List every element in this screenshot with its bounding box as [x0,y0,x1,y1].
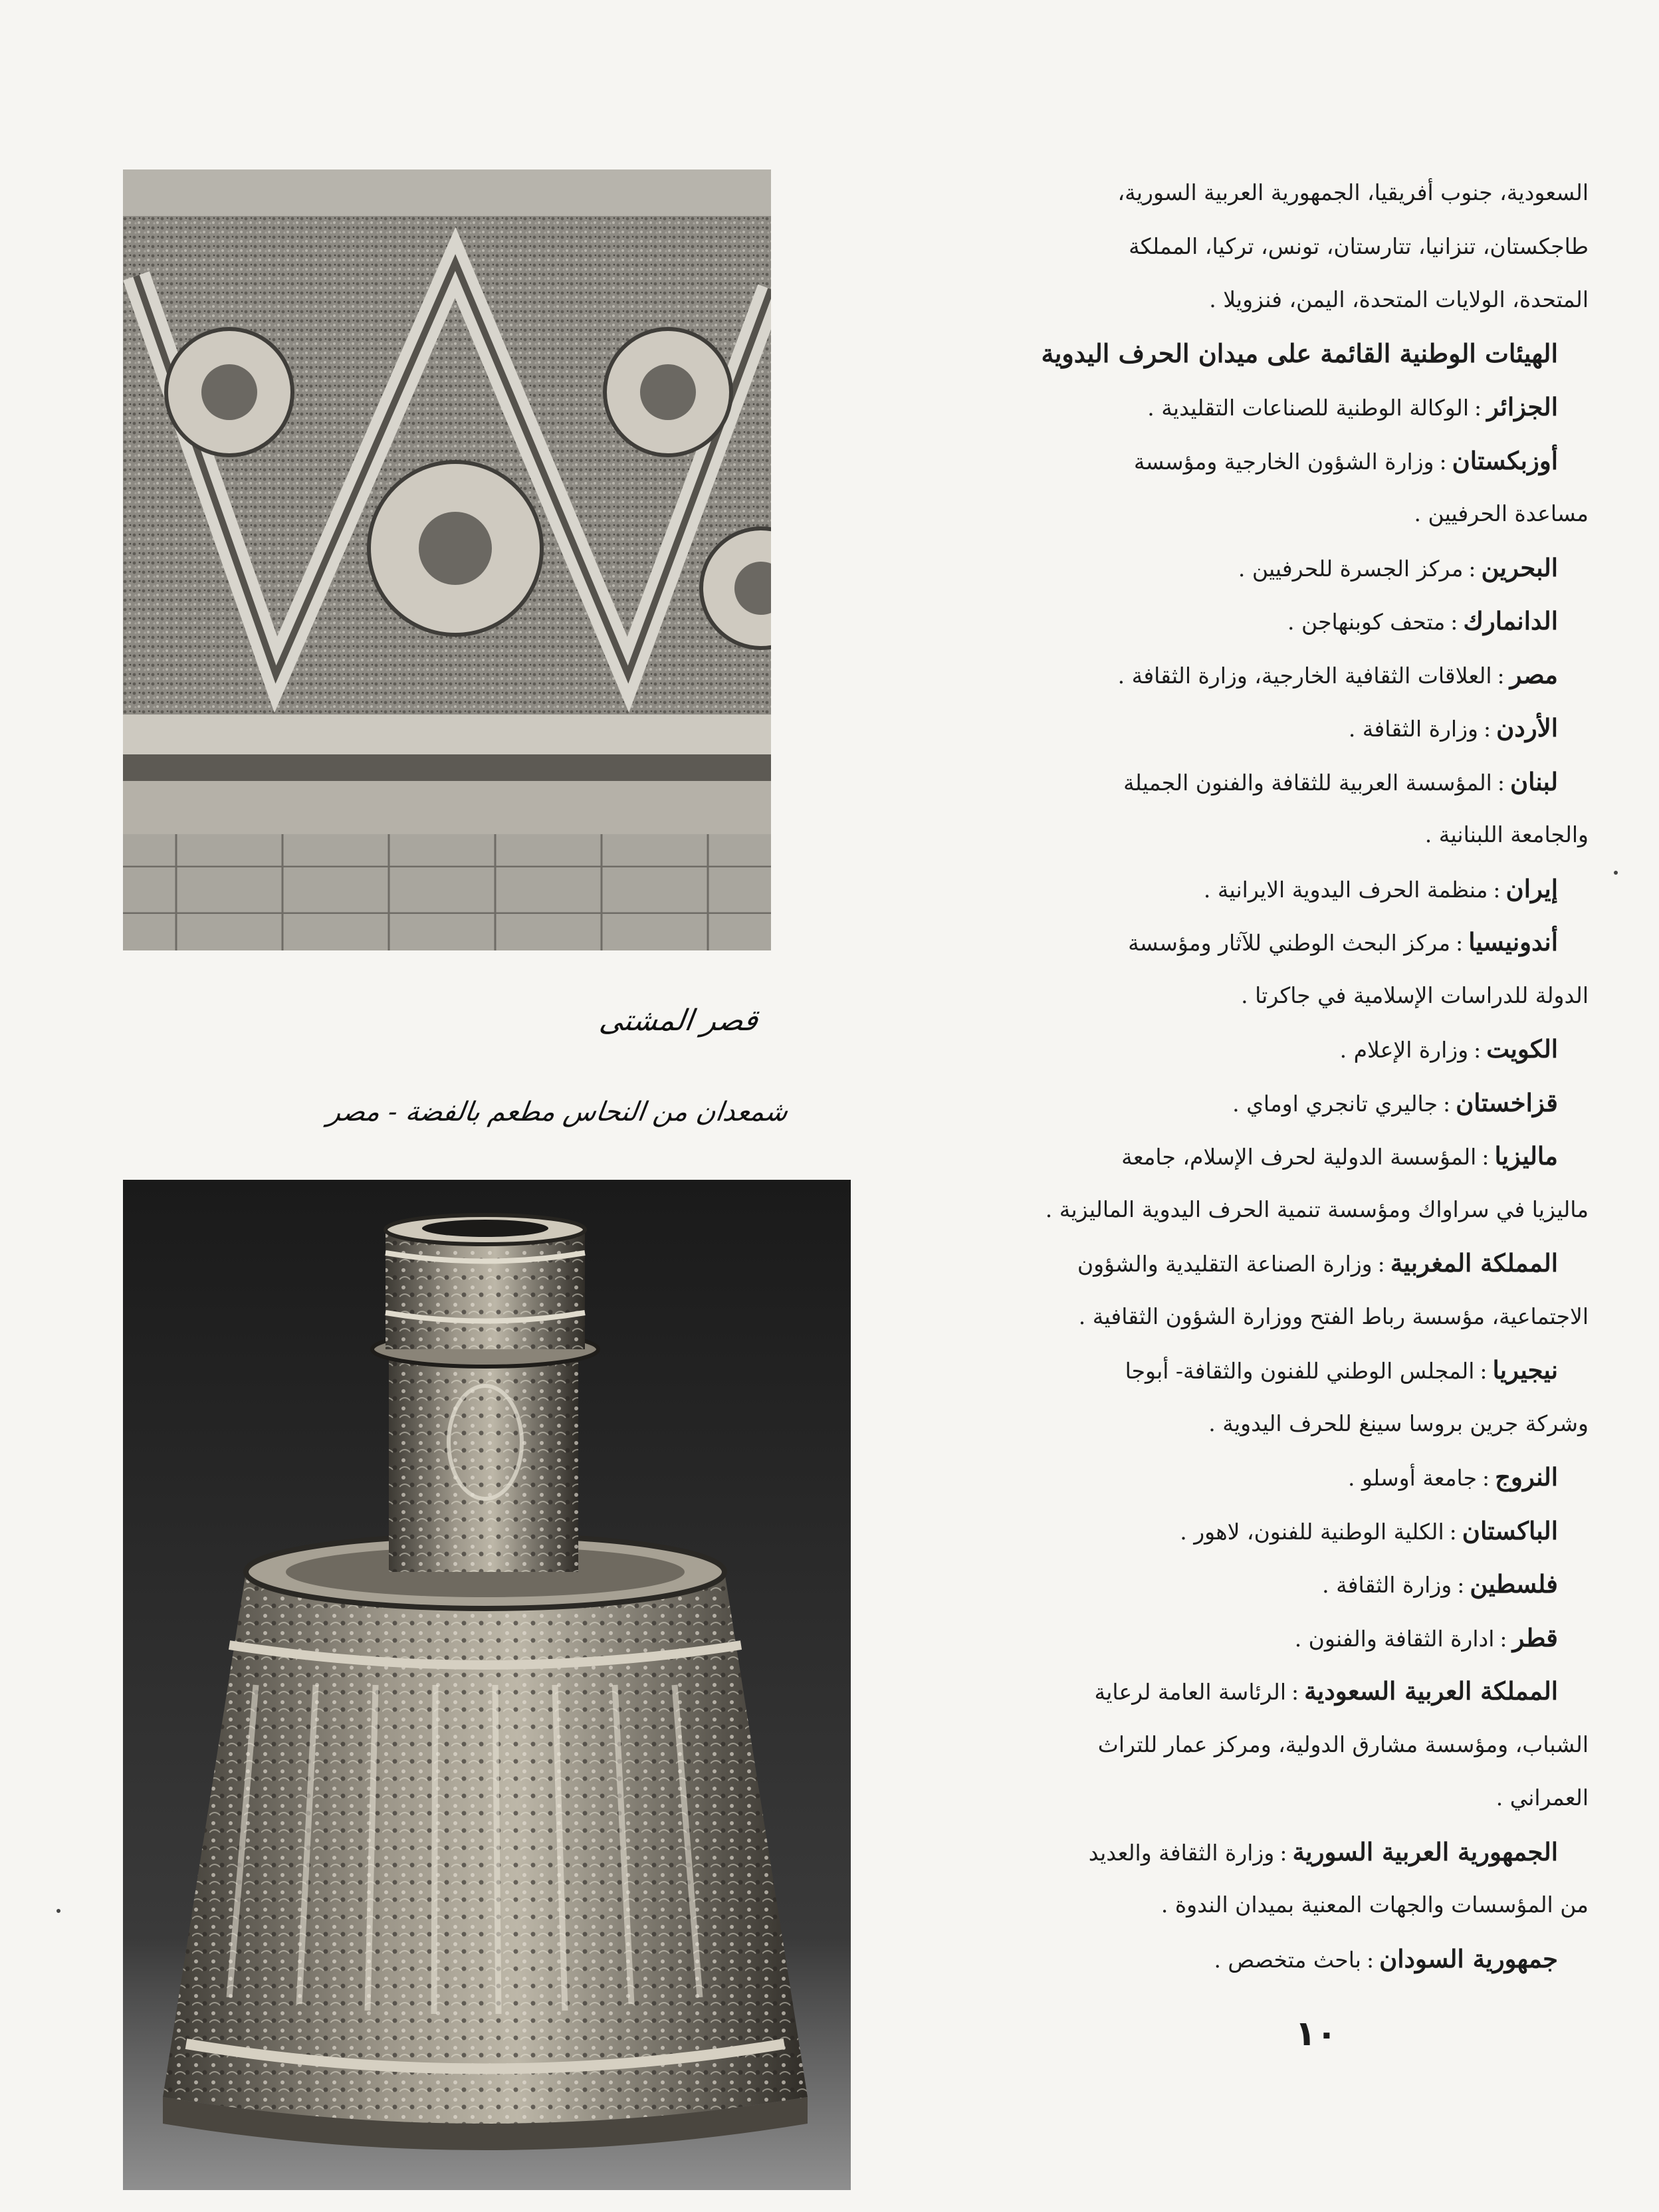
country-name: أندونيسيا [1468,927,1558,956]
bottom-photo-caption: شمعدان من النحاس مطعم بالفضة - مصر [326,1097,790,1127]
article-text [977,166,1589,1985]
entry-line [977,1076,1589,1130]
entry-text: الوكالة الوطنية للصناعات التقليدية . [1147,395,1470,421]
entry-line [977,701,1589,755]
country-name: أوزبكستان [1452,445,1558,475]
colon-separator: : [1482,1144,1490,1170]
country-name: ماليزيا [1494,1141,1558,1170]
entry-line [977,434,1589,488]
candlestick-image [123,1180,851,2190]
entry-line [977,1611,1589,1665]
entry-line [977,755,1589,809]
country-name: الكويت [1486,1034,1558,1063]
colon-separator: : [1377,1251,1385,1277]
colon-separator: : [1443,1090,1451,1117]
entry-line [977,1022,1589,1076]
country-name: الجزائر [1487,392,1558,421]
entry-continuation-line: ماليزيا في سراواك ومؤسسة تنمية الحرف اليدوية الماليزية . [1045,1196,1589,1222]
entry-continuation-line: مساعدة الحرفيين . [1414,500,1589,526]
intro-line: طاجكستان، تنزانيا، تتارستان، تونس، تركيا، المملكة [1129,233,1589,259]
entry-text: العلاقات الثقافية الخارجية، وزارة الثقافة . [1117,662,1492,689]
colon-separator: : [1457,1572,1465,1598]
country-name: إيران [1505,873,1558,903]
entry-line [977,1343,1589,1397]
entry-line [977,1557,1589,1611]
colon-separator: : [1493,876,1501,903]
entry-text: وزارة الشؤون الخارجية ومؤسسة [1133,448,1434,475]
colon-separator: : [1450,609,1458,635]
entry-continuation-line: الاجتماعية، مؤسسة رباط الفتح ووزارة الشؤون الثقافية . [1078,1303,1589,1329]
entry-line [977,1932,1589,1986]
country-name: النروج [1495,1462,1558,1492]
colon-separator: : [1366,1946,1375,1973]
colon-separator: : [1456,930,1464,956]
entry-text: متحف كوبنهاجن . [1287,609,1446,635]
entry-line [977,1825,1589,1879]
entry-continuation-line: والجامعة اللبنانية . [1424,822,1589,847]
candlestick-photo [123,1180,851,2190]
section-title: الهيئات الوطنية القائمة على ميدان الحرف اليدوية [1041,338,1558,368]
country-name: جمهورية السودان [1379,1943,1558,1973]
carved-facade-image [123,169,771,950]
entry-line [977,1450,1589,1504]
entry-text: وزارة الثقافة والعديد [1088,1839,1275,1866]
entry-text: مركز البحث الوطني للآثار ومؤسسة [1128,930,1451,956]
entry-text: جامعة أوسلو . [1348,1465,1477,1491]
entry-text: مركز الجسرة للحرفيين . [1238,555,1464,582]
country-name: المملكة العربية السعودية [1304,1676,1558,1706]
colon-separator: : [1499,1625,1507,1652]
country-name: لبنان [1509,766,1558,796]
colon-separator: : [1468,555,1476,582]
entry-line [977,1236,1589,1290]
carved-facade-photo [123,169,771,950]
entry-line [977,541,1589,595]
colon-separator: : [1482,1465,1490,1491]
entry-text: وزارة الثقافة . [1348,716,1478,742]
entry-text: الرئاسة العامة لرعاية [1094,1679,1286,1705]
country-name: الباكستان [1462,1515,1558,1545]
page-number: ١٠ [1295,2014,1337,2054]
entry-text: المؤسسة الدولية لحرف الإسلام، جامعة [1121,1144,1477,1170]
entry-line [977,594,1589,648]
intro-line: المتحدة، الولايات المتحدة، اليمن، فنزويلا . [1209,286,1589,312]
scan-speck [1614,871,1618,875]
entry-text: جاليري تانجري اوماي . [1232,1090,1438,1117]
scan-speck [56,1909,60,1913]
colon-separator: : [1483,716,1492,742]
entry-line [977,1129,1589,1183]
entry-text: وزارة الصناعة التقليدية والشؤون [1077,1251,1373,1277]
country-name: مصر [1509,659,1558,689]
country-name: الدانمارك [1463,606,1558,635]
entry-continuation-line: الشباب، ومؤسسة مشارق الدولية، ومركز عمار للتراث [1097,1731,1589,1757]
colon-separator: : [1474,1037,1482,1063]
colon-separator: : [1480,1358,1488,1384]
entry-text: وزارة الثقافة . [1322,1572,1452,1598]
intro-line: السعودية، جنوب أفريقيا، الجمهورية العربية السورية، [1117,179,1589,205]
country-name: قطر [1512,1622,1558,1652]
colon-separator: : [1279,1839,1287,1866]
entry-line [977,1504,1589,1558]
entry-continuation-line: العمراني . [1495,1785,1589,1811]
entry-text: المجلس الوطني للفنون والثقافة- أبوجا [1125,1358,1475,1384]
entry-line [977,862,1589,916]
entry-line [977,648,1589,702]
entry-line [977,915,1589,969]
entry-line [977,1664,1589,1718]
colon-separator: : [1291,1679,1299,1705]
country-name: الجمهورية العربية السورية [1292,1836,1558,1866]
entry-text: وزارة الإعلام . [1339,1037,1469,1063]
country-name: قزاخستان [1456,1087,1558,1117]
colon-separator: : [1497,769,1505,796]
country-name: الأردن [1496,713,1558,742]
entry-text: الكلية الوطنية للفنون، لاهور . [1180,1518,1444,1545]
colon-separator: : [1449,1518,1457,1545]
top-photo-caption: قصر المشتى [597,1004,760,1038]
country-name: البحرين [1481,552,1558,582]
country-name: المملكة المغربية [1390,1248,1558,1277]
entry-text: المؤسسة العربية للثقافة والفنون الجميلة [1123,769,1492,796]
colon-separator: : [1497,662,1505,689]
entry-continuation-line: الدولة للدراسات الإسلامية في جاكرتا . [1241,982,1589,1008]
entry-continuation-line: من المؤسسات والجهات المعنية بميدان الندوة . [1161,1892,1589,1918]
entry-text: منظمة الحرف اليدوية الايرانية . [1203,876,1488,903]
colon-separator: : [1474,395,1482,421]
entry-text: ادارة الثقافة والفنون . [1294,1625,1495,1652]
entry-continuation-line: وشركة جرين بروسا سينغ للحرف اليدوية . [1208,1410,1589,1436]
entry-text: باحث متخصص . [1214,1946,1361,1973]
country-name: نيجيريا [1492,1355,1558,1384]
entries-list [977,380,1589,1985]
entry-line [977,380,1589,434]
colon-separator: : [1439,448,1447,475]
country-name: فلسطين [1470,1569,1558,1599]
